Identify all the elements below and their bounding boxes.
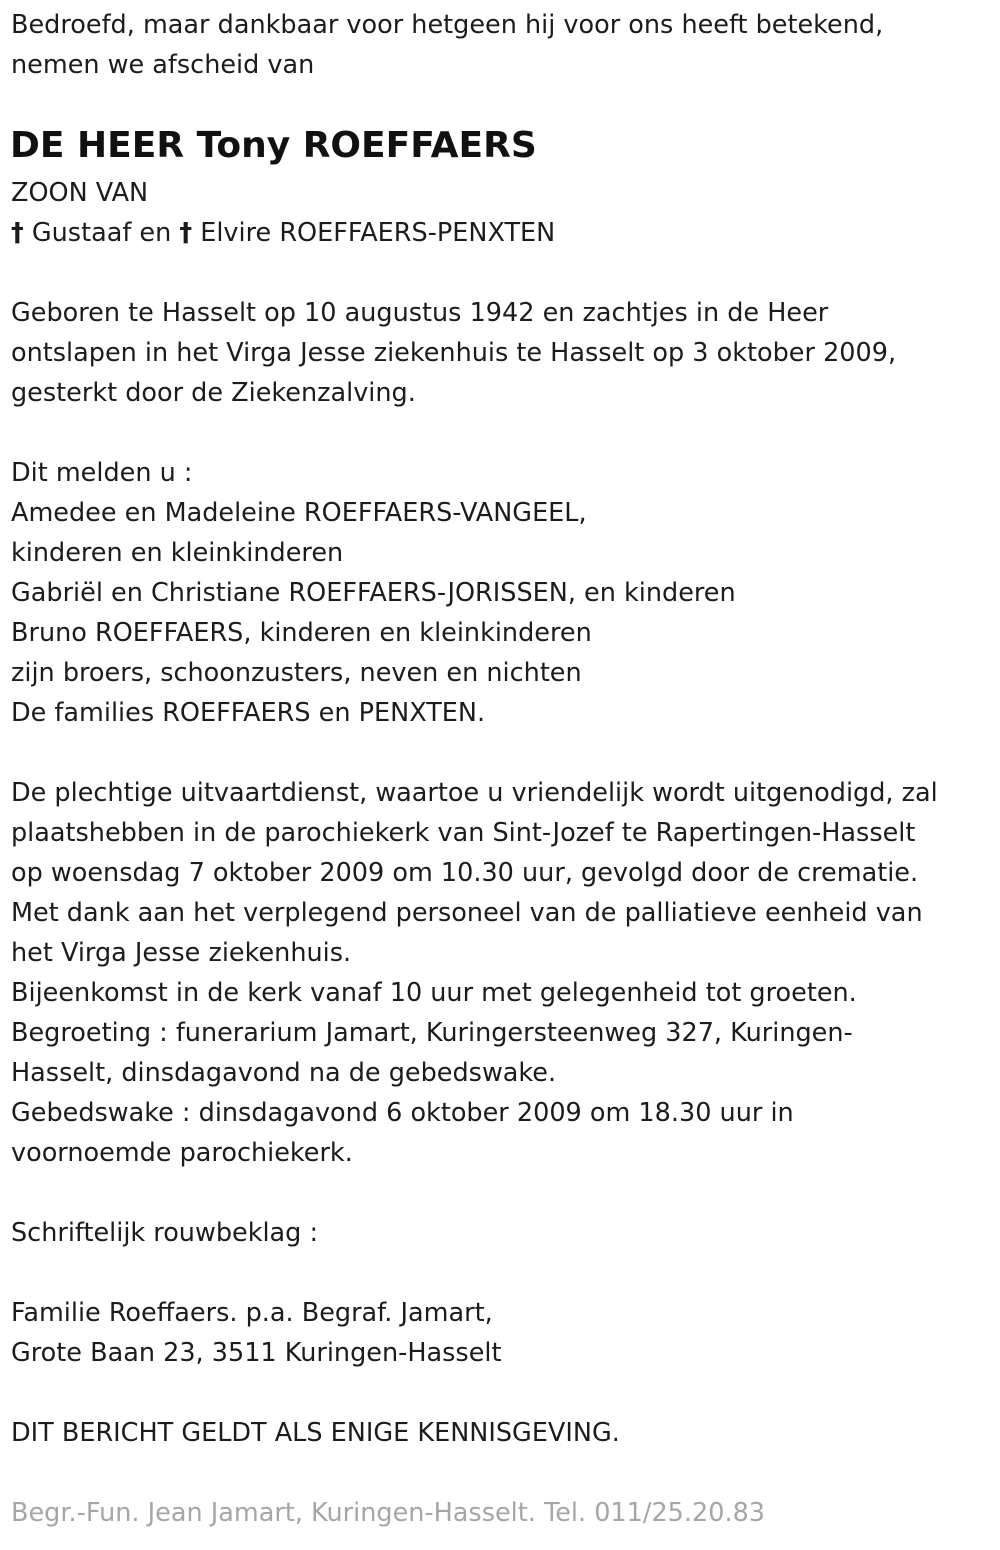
deceased-name: DE HEER Tony ROEFFAERS xyxy=(10,125,537,166)
address-line-2: Grote Baan 23, 3511 Kuringen-Hasselt xyxy=(11,1338,502,1368)
service-line-5: het Virga Jesse ziekenhuis. xyxy=(11,938,352,968)
cross-icon: † xyxy=(11,218,24,248)
family-line-7: De families ROEFFAERS en PENXTEN. xyxy=(11,698,486,728)
funeral-home-footer: Begr.-Fun. Jean Jamart, Kuringen-Hasselt. Tel. 011/25.20.83 xyxy=(11,1498,766,1528)
birth-death-line-2: ontslapen in het Virga Jesse ziekenhuis te Hasselt op 3 oktober 2009, xyxy=(11,338,897,368)
cross-icon: † xyxy=(179,218,193,248)
service-line-3: op woensdag 7 oktober 2009 om 10.30 uur, gevolgd door de crematie. xyxy=(11,858,919,888)
mother-name: Elvire ROEFFAERS-PENXTEN xyxy=(200,218,556,248)
family-line-6: zijn broers, schoonzusters, neven en nichten xyxy=(11,658,582,688)
service-line-6: Bijeenkomst in de kerk vanaf 10 uur met gelegenheid tot groeten. xyxy=(11,978,857,1008)
relation-label: ZOON VAN xyxy=(11,178,149,208)
father-name: Gustaaf en xyxy=(31,218,172,248)
notice-text: DIT BERICHT GELDT ALS ENIGE KENNISGEVING. xyxy=(11,1418,620,1448)
service-line-4: Met dank aan het verplegend personeel van de palliatieve eenheid van xyxy=(11,898,923,928)
service-line-1: De plechtige uitvaartdienst, waartoe u vriendelijk wordt uitgenodigd, zal xyxy=(11,778,938,808)
condolence-label: Schriftelijk rouwbeklag : xyxy=(11,1218,319,1248)
intro-line-1: Bedroefd, maar dankbaar voor hetgeen hij voor ons heeft betekend, xyxy=(11,10,884,40)
address-line-1: Familie Roeffaers. p.a. Begraf. Jamart, xyxy=(11,1298,493,1328)
service-line-9: Gebedswake : dinsdagavond 6 oktober 2009 om 18.30 uur in xyxy=(11,1098,794,1128)
family-line-5: Bruno ROEFFAERS, kinderen en kleinkinderen xyxy=(11,618,592,648)
service-line-10: voornoemde parochiekerk. xyxy=(11,1138,353,1168)
family-line-4: Gabriël en Christiane ROEFFAERS-JORISSEN, en kinderen xyxy=(11,578,736,608)
service-line-2: plaatshebben in de parochiekerk van Sint-Jozef te Rapertingen-Hasselt xyxy=(11,818,916,848)
birth-death-line-3: gesterkt door de Ziekenzalving. xyxy=(11,378,416,408)
intro-line-2: nemen we afscheid van xyxy=(11,50,315,80)
service-line-8: Hasselt, dinsdagavond na de gebedswake. xyxy=(11,1058,557,1088)
birth-death-line-1: Geboren te Hasselt op 10 augustus 1942 en zachtjes in de Heer xyxy=(11,298,829,328)
service-line-7: Begroeting : funerarium Jamart, Kuringersteenweg 327, Kuringen- xyxy=(11,1018,853,1048)
family-line-1: Dit melden u : xyxy=(11,458,193,488)
family-line-2: Amedee en Madeleine ROEFFAERS-VANGEEL, xyxy=(11,498,587,528)
parents-line xyxy=(11,213,555,253)
family-line-3: kinderen en kleinkinderen xyxy=(11,538,344,568)
